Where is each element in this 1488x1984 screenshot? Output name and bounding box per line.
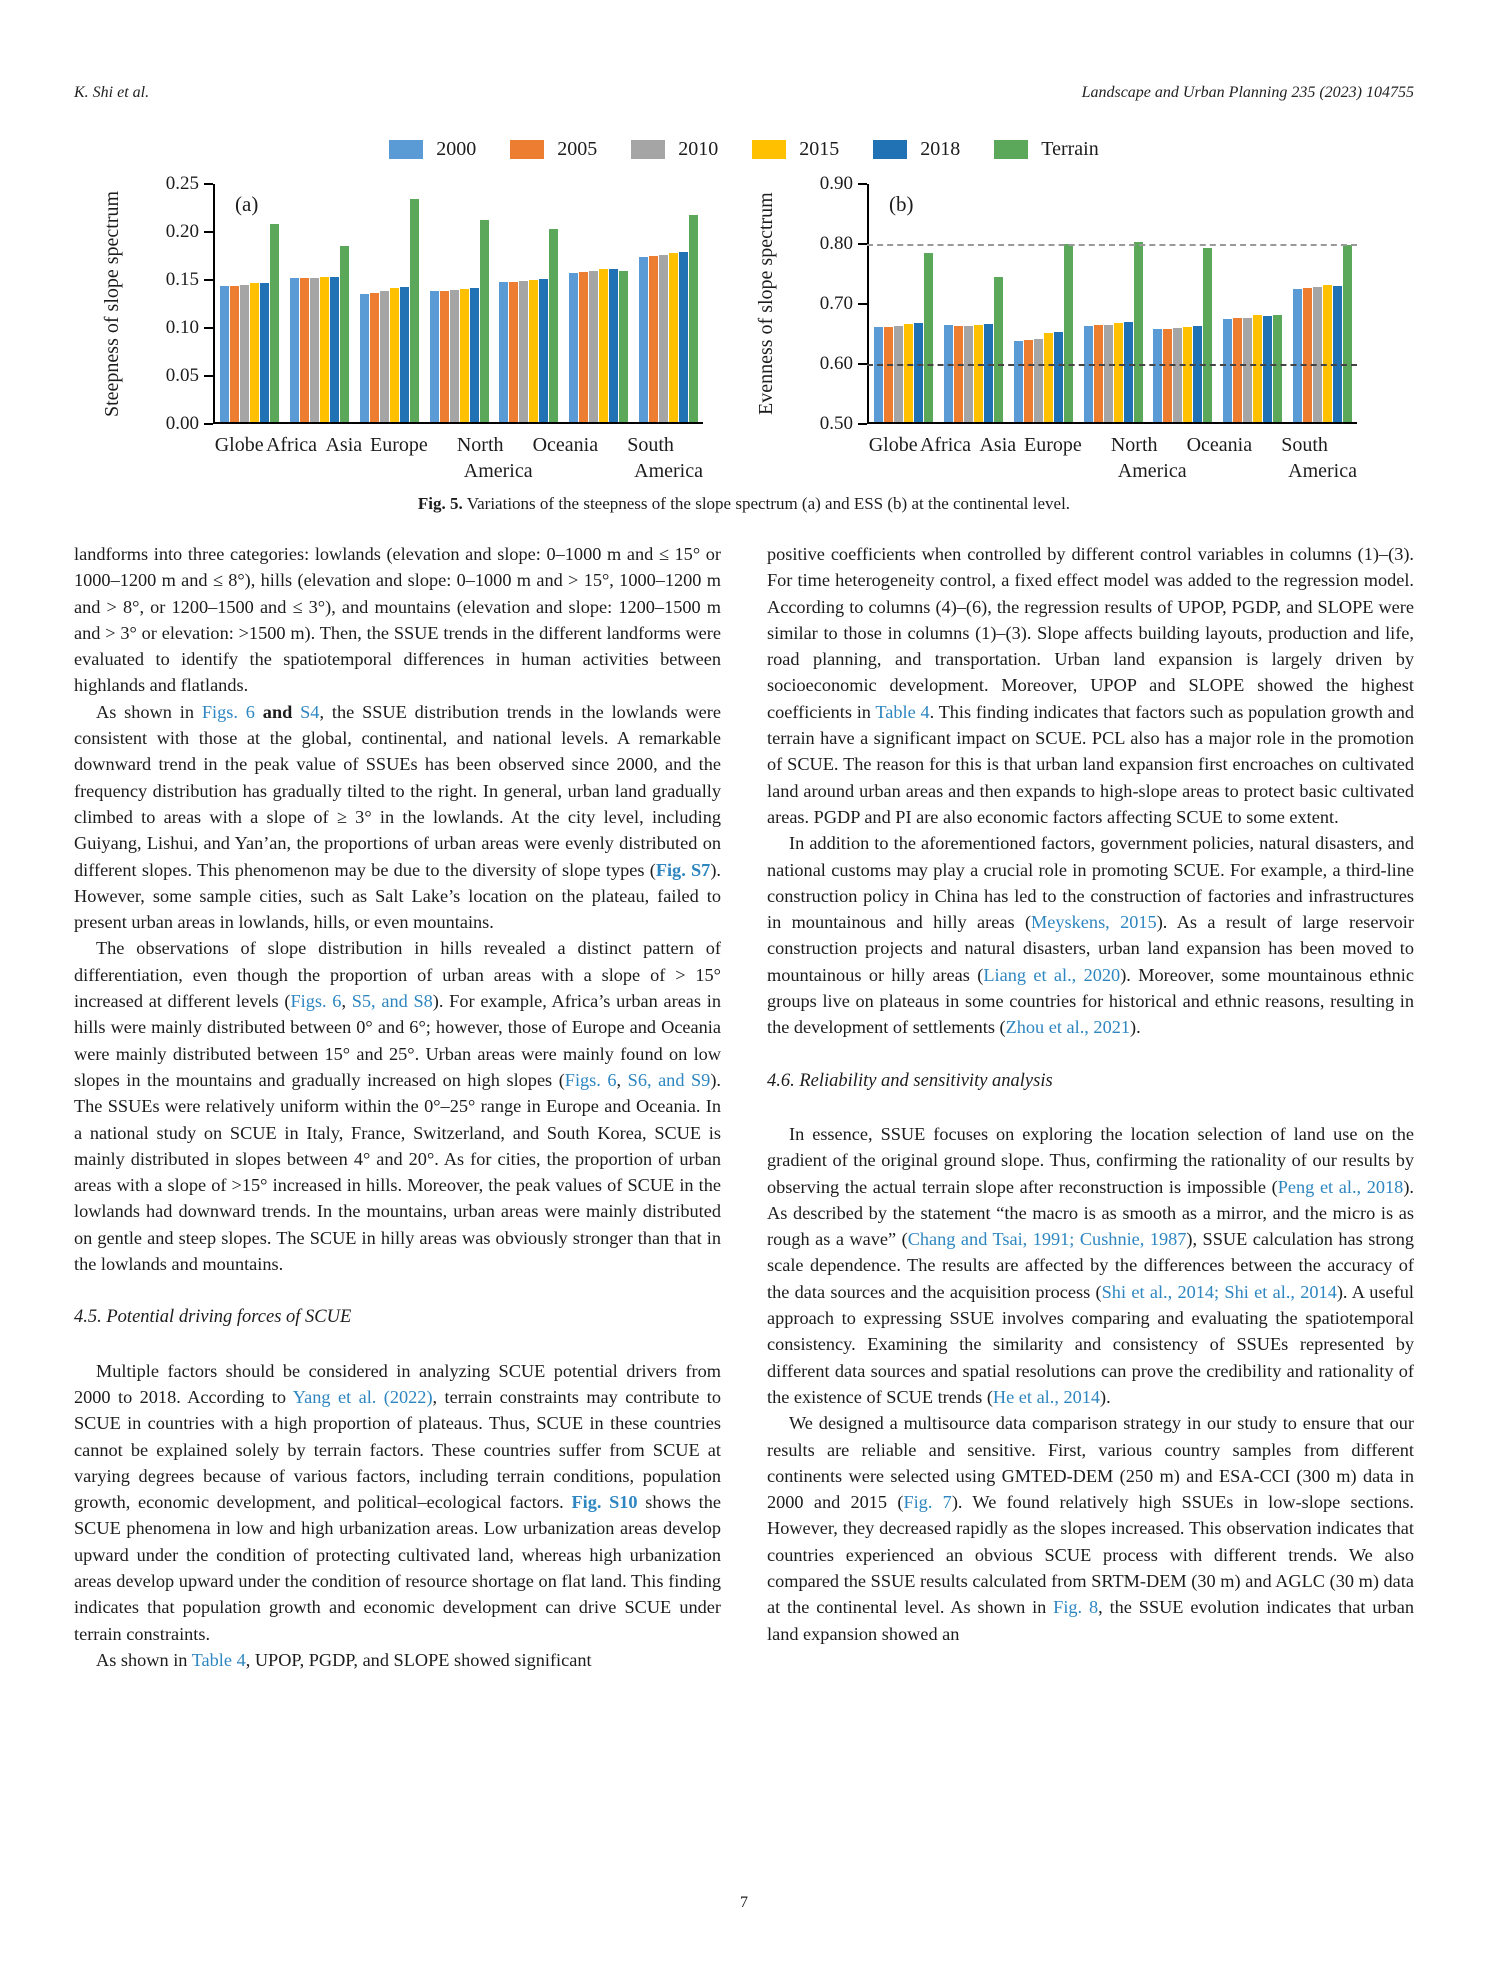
legend-item-terrain <box>994 138 1098 161</box>
y-tick-label: 0.10 <box>165 317 199 338</box>
bar-2005-asia <box>1024 340 1033 422</box>
bar-2010-oceania <box>589 271 598 422</box>
chart-evenness <box>755 172 1387 484</box>
paragraph: As shown in Figs. 6 and S4, the SSUE distribution trends in the lowlands were consistent with those at the global, continental, and national levels. A remarkable downward trend in the peak value of SSUEs has been observed since 2000, and the frequency distribution has gradually tilted to the right. In general, urban land gradually climbed to areas with a slope of ≥ 3° in the lowlands. At the city level, including Guiyang, Lishui, and Yan’an, the proportions of urban areas were evenly distributed on different slopes. This phenomenon may be due to the diversity of slope types (Fig. S7). However, some sample cities, such as Salt Lake’s location on the plateau, failed to present urban areas in lowlands, hills, or even mountains. <box>74 701 721 933</box>
bar-terrain-asia <box>1064 244 1073 422</box>
bar-2015-north-america <box>1183 327 1192 422</box>
y-tick-label: 0.90 <box>819 173 853 194</box>
panel-label: (a) <box>235 192 259 216</box>
bar-group-south-america <box>633 184 703 422</box>
bar-2000-south-america <box>1293 289 1302 422</box>
bar-2005-north-america <box>509 282 518 422</box>
y-tick-mark <box>204 375 213 377</box>
bar-2015-europe <box>1114 323 1123 422</box>
bar-2010-north-america <box>1173 328 1182 422</box>
body-text <box>74 541 1414 1673</box>
bar-2005-north-america <box>1163 329 1172 422</box>
bar-group-north-america <box>1148 184 1218 422</box>
bar-2010-asia <box>1034 339 1043 422</box>
citation-link[interactable]: Zhou et al., 2021 <box>1005 1017 1130 1038</box>
legend-label: 2005 <box>557 138 598 160</box>
bar-group-africa <box>285 184 355 422</box>
bar-2010-globe <box>240 285 249 422</box>
bar-2000-oceania <box>1223 319 1232 422</box>
bars-container <box>869 184 1357 422</box>
legend-label: 2000 <box>436 138 477 160</box>
citation-link[interactable]: Figs. 6 <box>201 701 255 722</box>
bar-2015-south-america <box>669 253 678 422</box>
paragraph: positive coefficients when controlled by different control variables in columns (1)–(3). For time heterogeneity control, a fixed effect model was added to the regression model. According to columns (4)–(6), the regression results of UPOP, PGDP, and SLOPE were similar to those in columns (1)–(3). Slope affects building layouts, production and life, road planning, and transportation. Urban land expansion is largely driven by socioeconomic development. Moreover, UPOP and SLOPE showed the highest coefficients in Table 4. This finding indicates that factors such as population growth and terrain have a significant impact on SCUE. PCL also has a major role in the promotion of SCUE. The reason for this is that urban land expansion first encroaches on cultivated land around urban areas and then expands to high-slope areas to protect basic cultivated areas. PGDP and PI are also economic factors affecting SCUE to some extent. <box>767 544 1415 827</box>
x-category-label <box>972 432 1024 484</box>
x-category-label <box>428 432 533 484</box>
y-tick-mark <box>204 183 213 185</box>
x-category-label <box>598 432 703 484</box>
bar-terrain-africa <box>340 246 349 422</box>
legend-item-2015 <box>752 138 839 161</box>
bar-2015-oceania <box>599 269 608 422</box>
bar-terrain-europe <box>480 220 489 422</box>
bar-2005-oceania <box>579 272 588 422</box>
y-tick-mark <box>858 183 867 185</box>
section-heading: 4.5. Potential driving forces of SCUE <box>74 1307 352 1328</box>
bar-2018-asia <box>1054 332 1063 422</box>
bar-2005-globe <box>884 327 893 422</box>
citation-link[interactable]: Figs. 6 <box>290 991 342 1012</box>
paragraph: In essence, SSUE focuses on exploring the location selection of land use on the gradient of the original ground slope. Thus, confirming the rationality of our results by observing the actual terrain slope after reconstruction is impossible (Peng et al., 2018). As described by the statement “the macro is as smooth as a mirror, and the micro is as rough as a wave” (Chang and Tsai, 1991; Cushnie, 1987), SSUE calculation has strong scale dependence. The results are affected by the differences between the accuracy of the data sources and the acquisition process (Shi et al., 2014; Shi et al., 2014). A useful approach to expressing SSUE involves comparing and evaluating the spatiotemporal consistency. Examining the similarity and consistency of SSUEs represented by different data sources and spatial resolutions can prove the credibility and rationality of the existence of SCUE trends (He et al., 2014). <box>767 1123 1414 1407</box>
x-category-label <box>1082 432 1187 484</box>
citation-link[interactable]: Shi et al., 2014; Shi et al., 2014 <box>1101 1281 1337 1302</box>
y-tick-label: 0.50 <box>819 413 853 434</box>
bar-2000-oceania <box>569 273 578 422</box>
bar-2018-oceania <box>1263 316 1272 422</box>
x-category-label-line: America <box>1288 460 1357 482</box>
x-category-label-line: Asia <box>979 434 1017 456</box>
bar-2010-oceania <box>1243 318 1252 422</box>
bar-terrain-north-america <box>549 229 558 422</box>
bar-2010-africa <box>310 278 319 422</box>
bar-2005-globe <box>230 286 239 422</box>
x-category-label <box>1024 432 1082 484</box>
paragraph: Multiple factors should be considered in analyzing SCUE potential drivers from 2000 to 2018. According to Yang et al. (2022), terrain constraints may contribute to SCUE in countries with a high proportion of plateaus. Thus, SCUE in these countries cannot be explained solely by terrain factors. These countries suffer from SCUE at varying degrees because of various factors, including terrain conditions, population growth, economic development, and political–ecological factors. Fig. S10 shows the SCUE phenomena in low and high urbanization areas. Low urbanization areas develop upward under the condition of protecting cultivated land, whereas high urbanization areas develop upward under the condition of resource shortage on flat land. This finding indicates that population growth and economic development can drive SCUE under terrain constraints. <box>74 1360 721 1644</box>
x-category-label-line: North <box>1110 434 1158 456</box>
panel-label: (b) <box>889 192 914 216</box>
y-tick-label: 0.00 <box>165 413 199 434</box>
bar-2018-europe <box>1124 322 1133 422</box>
legend-label: 2018 <box>920 138 961 160</box>
citation-link[interactable]: Fig. 8 <box>1053 1597 1099 1618</box>
citation-link[interactable]: He et al., 2014 <box>992 1386 1101 1407</box>
bar-group-europe <box>1078 184 1148 422</box>
bar-2010-north-america <box>519 281 528 422</box>
legend-swatch <box>994 140 1028 159</box>
x-category-label-line: Asia <box>325 434 363 456</box>
legend-swatch <box>510 140 544 159</box>
legend-swatch <box>873 140 907 159</box>
bar-2005-south-america <box>649 256 658 422</box>
citation-link[interactable]: Table 4 <box>875 701 930 722</box>
x-category-label-line: South <box>1281 434 1328 456</box>
y-tick-mark <box>858 243 867 245</box>
legend-swatch <box>631 140 665 159</box>
citation-link[interactable]: S4 <box>300 701 320 722</box>
bar-2015-globe <box>904 324 913 422</box>
bar-2015-globe <box>250 283 259 422</box>
left-column <box>74 541 721 1673</box>
x-category-label-line: Oceania <box>532 434 599 456</box>
y-tick-mark <box>204 231 213 233</box>
citation-link[interactable]: Peng et al., 2018 <box>1277 1176 1404 1197</box>
x-category-label-line: Globe <box>868 434 918 456</box>
bar-2000-europe <box>1084 326 1093 422</box>
citation-link[interactable]: Fig. S7 <box>655 859 711 880</box>
bar-2018-asia <box>400 287 409 422</box>
x-category-label-line: Europe <box>1023 434 1082 456</box>
bar-terrain-globe <box>924 253 933 422</box>
x-axis-labels <box>867 432 1357 484</box>
x-category-label-line: America <box>463 460 533 482</box>
figure-caption-label: Fig. 5. <box>417 494 463 513</box>
citation-link[interactable]: Liang et al., 2020 <box>983 964 1121 985</box>
bar-2005-africa <box>300 278 309 422</box>
y-tick-label: 0.60 <box>819 353 853 374</box>
bars-container <box>215 184 703 422</box>
bar-2015-asia <box>1044 333 1053 422</box>
bar-2018-africa <box>984 324 993 422</box>
plot-area <box>213 184 703 424</box>
x-category-label-line: Africa <box>265 434 318 456</box>
legend-label: 2015 <box>799 138 840 160</box>
x-category-label-line: Oceania <box>1186 434 1253 456</box>
author-header: K. Shi et al. <box>74 84 150 101</box>
bar-2018-globe <box>914 323 923 422</box>
bar-2010-africa <box>964 326 973 422</box>
bar-terrain-south-america <box>1343 245 1352 422</box>
bar-2000-north-america <box>499 282 508 422</box>
bar-2005-europe <box>1094 325 1103 422</box>
bar-2000-asia <box>1014 341 1023 422</box>
citation-link[interactable]: Chang and Tsai, 1991; Cushnie, 1987 <box>907 1229 1187 1250</box>
journal-header: Landscape and Urban Planning 235 (2023) 104755 <box>1081 84 1414 101</box>
citation-link[interactable]: S5, and S8 <box>351 991 433 1012</box>
y-tick-mark <box>204 279 213 281</box>
bar-2010-europe <box>1104 325 1113 422</box>
citation-link[interactable]: Figs. 6 <box>564 1069 617 1090</box>
bar-2000-south-america <box>639 257 648 422</box>
legend-label: 2010 <box>678 138 719 160</box>
bar-2018-north-america <box>539 279 548 422</box>
bar-terrain-oceania <box>619 271 628 422</box>
x-category-label-line: Africa <box>919 434 972 456</box>
x-category-label-line: America <box>1117 460 1187 482</box>
x-category-label-line: Europe <box>369 434 428 456</box>
section-heading: 4.6. Reliability and sensitivity analysis <box>767 1070 1053 1091</box>
chart-legend <box>74 138 1414 161</box>
bar-2015-oceania <box>1253 315 1262 422</box>
page-number: 7 <box>740 1894 748 1911</box>
legend-item-2005 <box>510 138 597 161</box>
bar-2005-europe <box>440 291 449 423</box>
legend-item-2000 <box>389 138 476 161</box>
bar-group-asia <box>1008 184 1078 422</box>
bar-terrain-oceania <box>1273 315 1282 422</box>
bar-terrain-south-america <box>689 215 698 422</box>
x-category-label-line: North <box>456 434 504 456</box>
x-category-label <box>533 432 599 484</box>
paragraph: landforms into three categories: lowlands (elevation and slope: 0–1000 m and ≤ 15° or 1000–1200 m and ≤ 8°), hills (elevation and slope: 0–1000 m and > 15°, 1000–1200 m and > 8°, or 1200–1500 and ≤ 3°), and mountains (elevation and slope: 1200–1500 m and > 3° or elevation: >1500 m). Then, the SSUE trends in the different landforms were evaluated to identify the spatiotemporal differences in human activities between highlands and flatlands. <box>74 544 721 696</box>
bar-2018-africa <box>330 277 339 422</box>
y-tick-label: 0.80 <box>819 233 853 254</box>
running-header <box>74 84 1414 102</box>
citation-link[interactable]: S6, and S9 <box>627 1069 711 1090</box>
legend-item-2018 <box>873 138 960 161</box>
bar-terrain-asia <box>410 199 419 422</box>
y-tick-label: 0.25 <box>165 173 199 194</box>
bar-group-oceania <box>1218 184 1288 422</box>
emphasis-text: and <box>262 701 293 722</box>
bar-2015-asia <box>390 288 399 422</box>
bar-terrain-africa <box>994 277 1003 422</box>
y-axis-label: Evenness of slope spectrum <box>755 192 777 416</box>
bar-2000-north-america <box>1153 329 1162 422</box>
paragraph: As shown in Table 4, UPOP, PGDP, and SLOPE showed significant <box>96 1649 592 1670</box>
x-category-label <box>1252 432 1357 484</box>
bar-2005-oceania <box>1233 318 1242 422</box>
bar-terrain-europe <box>1134 242 1143 422</box>
x-axis-labels <box>213 432 703 484</box>
bar-2010-south-america <box>1313 287 1322 422</box>
bar-2010-asia <box>380 291 389 422</box>
bar-2005-africa <box>954 326 963 422</box>
bar-2005-south-america <box>1303 288 1312 422</box>
paragraph: We designed a multisource data comparison strategy in our study to ensure that our results are reliable and sensitive. First, various country samples from different continents were selected using GMTED-DEM (250 m) and ESA-CCI (300 m) data in 2000 and 2015 (Fig. 7). We found relatively high SSUEs in low-slope sections. However, they decreased rapidly as the slopes increased. This observation indicates that countries experienced an obvious SCUE process with different trends. We also compared the SSUE results calculated from SRTM-DEM (30 m) and AGLC (30 m) data at the continental level. As shown in Fig. 8, the SSUE evolution indicates that urban land expansion showed an <box>767 1413 1415 1644</box>
y-tick-mark <box>858 303 867 305</box>
legend-swatch <box>389 140 423 159</box>
citation-link[interactable]: Fig. S10 <box>571 1492 638 1513</box>
bar-group-globe <box>215 184 285 422</box>
bar-group-oceania <box>564 184 634 422</box>
bar-2000-europe <box>430 291 439 423</box>
bar-2000-globe <box>220 286 229 422</box>
x-category-label <box>867 432 919 484</box>
x-category-label <box>213 432 265 484</box>
y-tick-label: 0.05 <box>165 365 199 386</box>
citation-link[interactable]: Meyskens, 2015 <box>1031 912 1157 933</box>
bar-group-globe <box>869 184 939 422</box>
bar-2000-asia <box>360 294 369 422</box>
citation-link[interactable]: Table 4 <box>191 1649 246 1670</box>
chart-steepness <box>101 172 733 484</box>
bar-2015-north-america <box>529 280 538 422</box>
bar-2015-africa <box>974 325 983 422</box>
legend-item-2010 <box>631 138 718 161</box>
bar-2018-north-america <box>1193 326 1202 422</box>
figure-caption-text: Variations of the steepness of the slope spectrum (a) and ESS (b) at the continental level. <box>462 494 1071 513</box>
bar-2010-globe <box>894 326 903 422</box>
bar-group-south-america <box>1287 184 1357 422</box>
citation-link[interactable]: Fig. 7 <box>903 1492 952 1513</box>
bar-2000-globe <box>874 327 883 422</box>
bar-2010-europe <box>450 290 459 423</box>
y-tick-mark <box>858 363 867 365</box>
x-category-label <box>318 432 370 484</box>
y-tick-label: 0.70 <box>819 293 853 314</box>
x-category-label <box>370 432 428 484</box>
citation-link[interactable]: Yang et al. (2022) <box>292 1386 433 1407</box>
bar-group-asia <box>354 184 424 422</box>
x-category-label <box>919 432 971 484</box>
bar-terrain-globe <box>270 224 279 422</box>
bar-2018-europe <box>470 288 479 422</box>
bar-group-africa <box>939 184 1009 422</box>
bar-2015-south-america <box>1323 285 1332 422</box>
reference-line <box>867 244 1357 246</box>
y-tick-label: 0.15 <box>165 269 199 290</box>
reference-line <box>867 364 1357 366</box>
plot-area <box>867 184 1357 424</box>
bar-2000-africa <box>290 278 299 422</box>
bar-2015-africa <box>320 277 329 422</box>
x-category-label-line: South <box>627 434 674 456</box>
y-tick-label: 0.20 <box>165 221 199 242</box>
y-axis-label: Steepness of slope spectrum <box>101 190 123 418</box>
x-category-label-line: America <box>634 460 703 482</box>
bar-2010-south-america <box>659 255 668 422</box>
y-tick-mark <box>204 423 213 425</box>
bar-2015-europe <box>460 289 469 422</box>
paragraph: The observations of slope distribution in hills revealed a distinct pattern of differentiation, even though the proportion of urban areas with a slope of > 15° increased at different levels (Figs. 6, S5, and S8). For example, Africa’s urban areas in hills were mainly distributed between 0° and 6°; however, those of Europe and Oceania were mainly distributed between 15° and 25°. Urban areas were mainly found on low slopes in the mountains and gradually increased on high slopes (Figs. 6, S6, and S9). The SSUEs were relatively uniform within the 0°–25° range in Europe and Oceania. In a national study on SCUE in Italy, France, Switzerland, and South Korea, SCUE is mainly distributed in slopes between 4° and 20°. As for cities, the proportion of urban areas with a slope of >15° increased in hills. Moreover, the peak values of SCUE in the lowlands had downward trends. In the mountains, urban areas were mainly distributed on gentle and steep slopes. The SCUE in hilly areas was obviously stronger than that in the lowlands and mountains. <box>74 938 721 1275</box>
legend-swatch <box>752 140 786 159</box>
y-tick-mark <box>858 423 867 425</box>
right-column <box>767 541 1414 1673</box>
figure-5 <box>74 172 1414 484</box>
bar-2018-globe <box>260 283 269 422</box>
y-tick-mark <box>204 327 213 329</box>
bar-group-north-america <box>494 184 564 422</box>
figure-caption <box>74 494 1414 514</box>
bar-2000-africa <box>944 325 953 422</box>
x-category-label <box>265 432 317 484</box>
bar-2018-south-america <box>1333 286 1342 422</box>
bar-2005-asia <box>370 293 379 422</box>
bar-terrain-north-america <box>1203 248 1212 422</box>
x-category-label <box>1187 432 1253 484</box>
legend-label: Terrain <box>1041 138 1099 160</box>
x-category-label-line: Globe <box>214 434 264 456</box>
bar-2018-south-america <box>679 252 688 422</box>
bar-group-europe <box>424 184 494 422</box>
bar-2018-oceania <box>609 269 618 422</box>
paragraph: In addition to the aforementioned factors, government policies, natural disasters, and national customs may play a crucial role in promoting SCUE. For example, a third-line construction policy in China has led to the construction of factories and infrastructures in mountainous and hilly areas (Meyskens, 2015). As a result of large reservoir construction projects and natural disasters, urban land expansion has been moved to mountainous or hilly areas (Liang et al., 2020). Moreover, some mountainous ethnic groups live on plateaus in some countries for historical and ethnic reasons, resulting in the development of settlements (Zhou et al., 2021). <box>767 833 1414 1038</box>
